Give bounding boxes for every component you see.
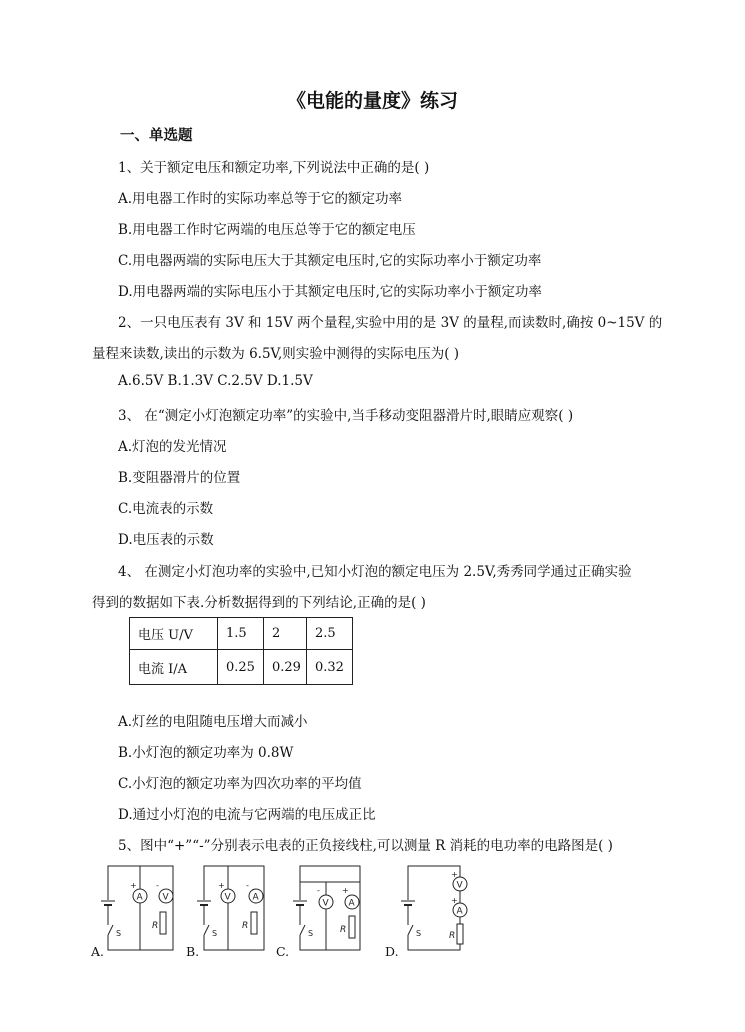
switch-label: S — [212, 929, 218, 938]
circuit-label-a: A. — [91, 944, 105, 959]
switch-label: S — [416, 929, 422, 938]
resistor-label: R — [152, 921, 159, 931]
question-3-stem: 3、 在“测定小灯泡额定功率”的实验中,当手移动变阻器滑片时,眼睛应观察( ) — [118, 408, 574, 424]
table-cell: 2.5 — [307, 618, 353, 650]
ammeter-label: A — [456, 906, 463, 917]
question-4-option-c: C.小灯泡的额定功率为四次功率的平均值 — [118, 776, 362, 792]
table-cell: 2 — [264, 618, 307, 650]
circuit-diagram-d — [400, 862, 470, 956]
resistor-symbol — [457, 924, 463, 944]
question-1-option-c: C.用电器两端的实际电压大于其额定电压时,它的实际功率小于额定功率 — [118, 253, 542, 269]
voltmeter-label: V — [162, 892, 169, 903]
circuit-label-c: C. — [276, 944, 290, 959]
resistor-label: R — [242, 921, 249, 931]
table-cell: 0.29 — [264, 650, 307, 685]
resistor-label: R — [449, 931, 456, 941]
resistor-symbol — [349, 916, 355, 938]
resistor-label: R — [340, 925, 347, 935]
plus-sign: + — [218, 881, 225, 890]
table-row — [130, 650, 353, 685]
table-cell: 0.25 — [218, 650, 264, 685]
table-cell: 1.5 — [218, 618, 264, 650]
plus-sign: + — [451, 896, 458, 905]
resistor-symbol — [251, 912, 257, 934]
circuit-diagram-a — [100, 862, 185, 956]
voltmeter-label: V — [322, 898, 329, 909]
question-1-option-a: A.用电器工作时的实际功率总等于它的额定功率 — [118, 191, 403, 207]
ammeter-label: A — [348, 898, 355, 909]
plus-sign: + — [451, 870, 458, 879]
question-2-stem-line2: 量程来读数,读出的示数为 6.5V,则实验中测得的实际电压为( ) — [92, 346, 460, 362]
section-heading: 一、单选题 — [120, 127, 193, 144]
minus-sign: - — [156, 881, 159, 890]
question-3-option-a: A.灯泡的发光情况 — [118, 439, 227, 455]
question-2-stem-line1: 2、一只电压表有 3V 和 15V 两个量程,实验中用的是 3V 的量程,而读数时,确按 0~15V 的 — [118, 315, 663, 331]
question-1-stem: 1、关于额定电压和额定功率,下列说法中正确的是( ) — [118, 160, 430, 176]
switch-label: S — [308, 929, 314, 938]
question-2-options: A.6.5V B.1.3V C.2.5V D.1.5V — [118, 373, 313, 389]
question-3-option-b: B.变阻器滑片的位置 — [118, 470, 241, 486]
question-4-option-d: D.通过小灯泡的电流与它两端的电压成正比 — [118, 807, 376, 823]
question-1-option-b: B.用电器工作时它两端的电压总等于它的额定电压 — [118, 222, 416, 238]
question-3-option-d: D.电压表的示数 — [118, 532, 214, 548]
voltmeter-label: V — [224, 892, 231, 903]
resistor-symbol — [160, 912, 166, 934]
circuit-diagram-c — [292, 862, 372, 956]
voltmeter-label: V — [456, 880, 463, 891]
page-title: 《电能的量度》练习 — [286, 90, 458, 112]
circuit-label-b: B. — [186, 944, 200, 959]
table-cell: 0.32 — [307, 650, 353, 685]
circuit-label-d: D. — [385, 944, 399, 959]
question-4-stem-line2: 得到的数据如下表.分析数据得到的下列结论,正确的是( ) — [92, 595, 426, 611]
question-4-stem-line1: 4、 在测定小灯泡功率的实验中,已知小灯泡的额定电压为 2.5V,秀秀同学通过正确实验 — [118, 564, 632, 580]
question-5-stem: 5、图中“+”“-”分别表示电表的正负接线柱,可以测量 R 消耗的电功率的电路图是( ) — [118, 838, 613, 854]
table-cell: 电流 I/A — [130, 650, 218, 685]
plus-sign: + — [342, 886, 349, 895]
table-row — [130, 618, 353, 650]
circuit-diagram-b — [196, 862, 276, 956]
switch-label: S — [116, 929, 122, 938]
minus-sign: - — [317, 886, 320, 895]
question-4-option-a: A.灯丝的电阻随电压增大而减小 — [118, 714, 308, 730]
data-table — [129, 617, 353, 685]
plus-sign: + — [130, 881, 137, 890]
question-3-option-c: C.电流表的示数 — [118, 501, 214, 517]
ammeter-label: A — [252, 892, 259, 903]
minus-sign: - — [246, 881, 249, 890]
table-cell: 电压 U/V — [130, 618, 218, 650]
ammeter-label: A — [136, 892, 143, 903]
question-1-option-d: D.用电器两端的实际电压小于其额定电压时,它的实际功率小于额定功率 — [118, 284, 542, 300]
question-4-option-b: B.小灯泡的额定功率为 0.8W — [118, 745, 294, 761]
